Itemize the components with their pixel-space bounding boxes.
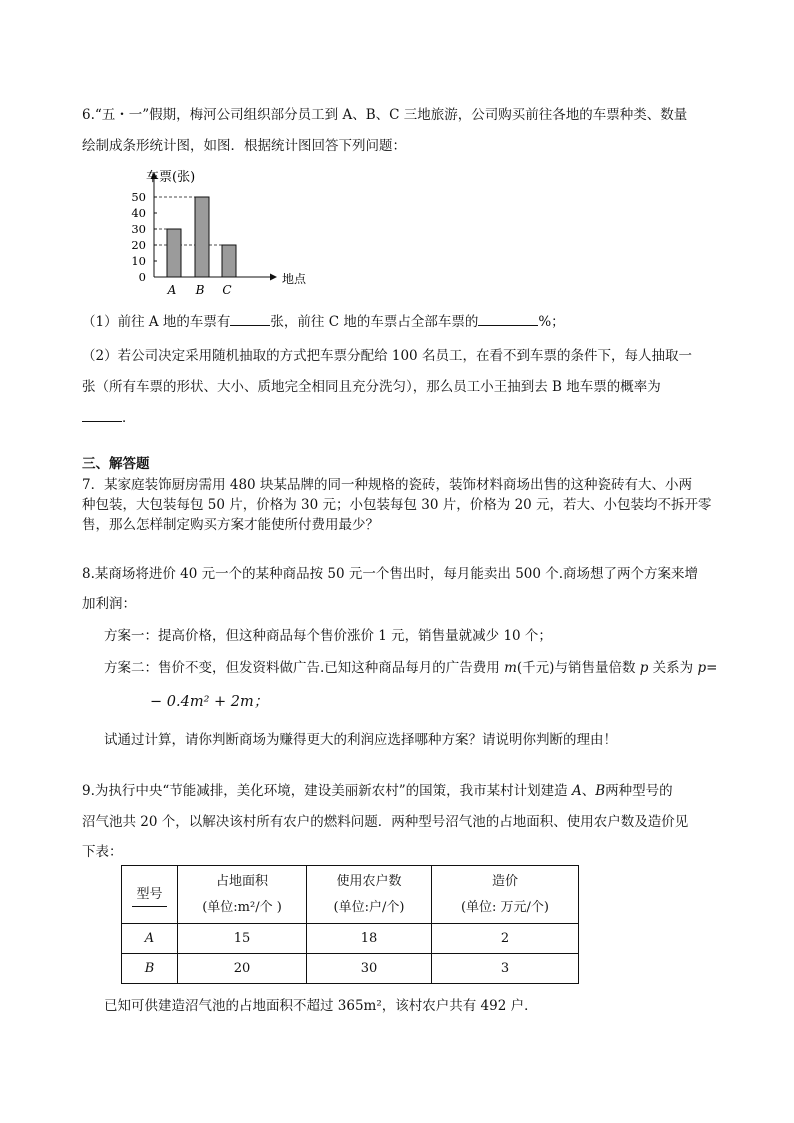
header-households-unit: (单位:户/个) <box>333 899 405 915</box>
q8-plan2-b: (千元)与销售量倍数 <box>516 660 640 676</box>
q6-line2: 绘制成条形统计图，如图．根据统计图回答下列问题： <box>82 138 406 154</box>
row-a-cost: 2 <box>432 924 579 954</box>
q7-line1: 7．某家庭装饰厨房需用 480 块某品牌的同一种规格的瓷砖，装饰材料商场出售的这种瓷砖有大、小两 <box>82 477 692 493</box>
row-b-cost: 3 <box>432 954 579 984</box>
y-tick-label: 40 <box>131 206 146 220</box>
bar-C <box>222 245 236 277</box>
answer-blank-a-count[interactable] <box>230 310 270 326</box>
section-title: 三、解答题 <box>82 456 150 472</box>
q8-line2: 加利润： <box>82 596 136 612</box>
q6-sub1-text-c: %； <box>538 314 565 330</box>
q6-sub1-text-a: （1）前往 A 地的车票有 <box>82 314 231 330</box>
q8-plan2-p: p <box>639 660 649 676</box>
y-tick-label: 20 <box>131 238 146 252</box>
q9-line1-B: B <box>595 783 606 799</box>
x-tick-label-A: A <box>167 283 177 295</box>
row-b-area: 20 <box>178 954 307 984</box>
header-cost-title: 造价 <box>491 873 518 889</box>
x-tick-label-C: C <box>222 283 232 295</box>
answer-blank-probability[interactable] <box>82 406 122 422</box>
header-type <box>122 866 178 924</box>
row-a-type: A <box>122 924 178 954</box>
q8-plan2-c: 关系为 <box>648 660 698 676</box>
x-axis-label: 地点 <box>282 272 307 286</box>
q6-sub1 <box>82 310 565 330</box>
q7-line3: 售，那么怎样制定购买方案才能使所付费用最少？ <box>82 517 379 533</box>
q8-plan1: 方案一：提高价格，但这种商品每个售价涨价 1 元，销售量就减少 10 个； <box>104 628 552 644</box>
y-tick-label: 30 <box>131 222 146 236</box>
q8-line1: 8.某商场将进价 40 元一个的某种商品按 50 元一个售出时，每月能卖出 500 个.商场想了两个方案来增 <box>82 566 699 582</box>
header-households-title: 使用农户数 <box>336 873 402 889</box>
table-row <box>122 924 579 954</box>
q9-footer: 已知可供建造沼气池的占地面积不超过 365m²，该村农户共有 492 户． <box>104 998 538 1014</box>
y-tick-label: 10 <box>131 254 146 268</box>
q6-sub2-end: ． <box>122 410 136 426</box>
q8-plan2 <box>104 656 717 676</box>
q8-plan2-a: 方案二：售价不变，但发资料做广告.已知这种商品每月的广告费用 <box>104 660 505 676</box>
row-b-households: 30 <box>307 954 432 984</box>
q8-formula: − 0.4m² + 2m； <box>150 694 269 710</box>
q8-plan2-p2: p <box>697 660 707 676</box>
q6-line1: 6.“五・一”假期，梅河公司组织部分员工到 A、B、C 三地旅游，公司购买前往各地的车票种类、数量 <box>82 107 688 123</box>
q9-line1-a: 9.为执行中央“节能减排，美化环境，建设美丽新农村”的国策，我市某村计划建造 <box>82 783 572 799</box>
q8-plan2-eq: = <box>706 660 718 676</box>
q9-line1 <box>82 779 673 799</box>
x-axis-arrow <box>270 274 277 281</box>
q9-line1-A: A <box>571 783 582 799</box>
q9-line3: 下表： <box>82 844 123 860</box>
q6-sub2-line1: （2）若公司决定采用随机抽取的方式把车票分配给 100 名员工，在看不到车票的条件下，每人抽取一 <box>82 348 692 364</box>
header-cost <box>432 866 579 924</box>
row-a-area: 15 <box>178 924 307 954</box>
y-tick-label: 50 <box>131 190 146 204</box>
row-a-households: 18 <box>307 924 432 954</box>
table-row <box>122 954 579 984</box>
q9-line2: 沼气池共 20 个，以解决该村所有农户的燃料问题．两种型号沼气池的占地面积、使用农户数及造价见 <box>82 814 689 830</box>
bar-chart <box>110 165 330 295</box>
y-tick-label: 0 <box>138 270 146 284</box>
x-tick-label-B: B <box>195 283 205 295</box>
header-area <box>178 866 307 924</box>
header-area-title: 占地面积 <box>215 873 268 889</box>
q6-sub1-text-b: 张，前往 C 地的车票占全部车票的 <box>270 314 479 330</box>
table-header-row <box>122 866 579 924</box>
q9-line1-b: 两种型号的 <box>605 783 673 799</box>
row-b-type: B <box>122 954 178 984</box>
q6-sub2-line2: 张（所有车票的形状、大小、质地完全相同且充分洗匀），那么员工小王抽到去 B 地车票的概率为 <box>82 379 661 395</box>
q9-line1-sep: 、 <box>581 783 596 799</box>
q8-plan2-m: m <box>504 660 517 676</box>
answer-blank-c-percent[interactable] <box>478 310 538 326</box>
q7-line2: 种包装，大包装每包 50 片，价格为 30 元；小包装每包 30 片，价格为 20 元，若大、小包装均不拆开零 <box>82 497 712 513</box>
header-households <box>307 866 432 924</box>
q6-sub2-line3 <box>82 406 136 426</box>
header-type-label: 型号 <box>132 883 166 907</box>
y-axis-label: 车票(张) <box>146 170 196 185</box>
header-area-unit: (单位:m²/个 ) <box>202 899 282 915</box>
bar-A <box>167 229 181 277</box>
q8-question: 试通过计算，请你判断商场为赚得更大的利润应选择哪种方案？请说明你判断的理由！ <box>104 732 617 748</box>
bar-B <box>195 197 209 277</box>
header-cost-unit: (单位: 万元/个) <box>460 899 550 915</box>
biogas-table <box>121 865 579 984</box>
